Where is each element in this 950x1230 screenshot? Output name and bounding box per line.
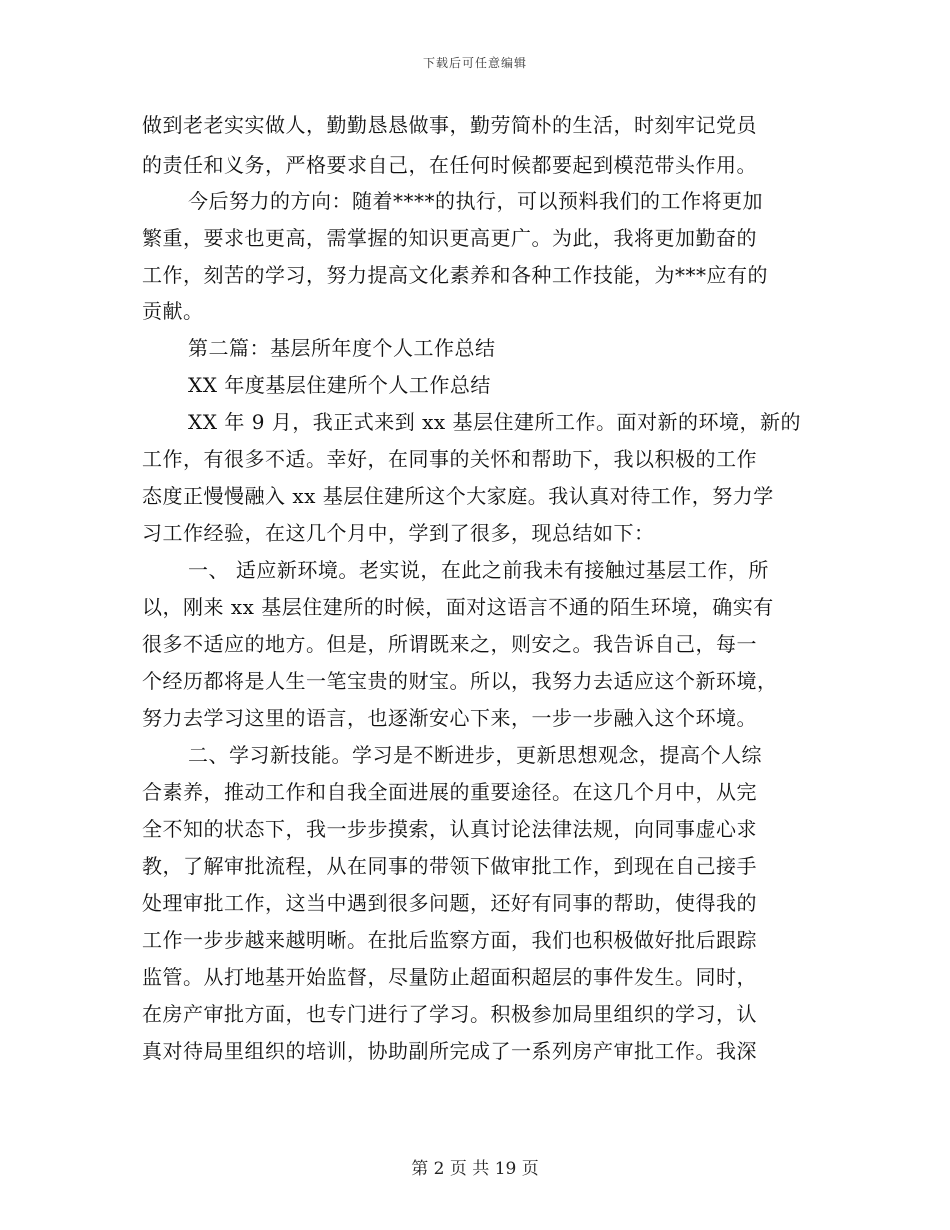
document-title: XX 年度基层住建所个人工作总结 xyxy=(188,373,491,397)
text-line: 以，刚来 xx 基层住建所的时候，面对这语言不通的陌生环境，确实有 xyxy=(142,595,774,619)
text-line: 一、 适应新环境。老实说，在此之前我未有接触过基层工作，所 xyxy=(188,558,769,582)
text-line: 工作，刻苦的学习，努力提高文化素养和各种工作技能，为***应有的 xyxy=(142,263,768,287)
text-line: 教，了解审批流程，从在同事的带领下做审批工作，到现在自己接手 xyxy=(142,854,757,878)
text-line: 繁重，要求也更高，需掌握的知识更高更广。为此，我将更加勤奋的 xyxy=(142,226,757,250)
text-line: 今后努力的方向：随着****的执行，可以预料我们的工作将更加 xyxy=(188,189,763,213)
text-line: 工作，有很多不适。幸好，在同事的关怀和帮助下，我以积极的工作 xyxy=(142,447,757,471)
text-line: XX 年 9 月，我正式来到 xx 基层住建所工作。面对新的环境，新的 xyxy=(188,410,802,434)
text-line: 态度正慢慢融入 xx 基层住建所这个大家庭。我认真对待工作，努力学 xyxy=(142,484,774,508)
text-line: 的责任和义务，严格要求自己，在任何时候都要起到模范带头作用。 xyxy=(142,153,757,177)
text-line: 全不知的状态下，我一步步摸索，认真讨论法律法规，向同事虚心求 xyxy=(142,817,757,841)
text-line: 处理审批工作，这当中遇到很多问题，还好有同事的帮助，使得我的 xyxy=(142,891,757,915)
text-line: 监管。从打地基开始监督，尽量防止超面积超层的事件发生。同时， xyxy=(142,965,757,989)
text-line: 工作一步步越来越明晰。在批后监察方面，我们也积极做好批后跟踪 xyxy=(142,928,757,952)
text-line: 努力去学习这里的语言，也逐渐安心下来，一步一步融入这个环境。 xyxy=(142,706,757,730)
text-line: 个经历都将是人生一笔宝贵的财宝。所以，我努力去适应这个新环境， xyxy=(142,669,778,693)
text-line: 在房产审批方面，也专门进行了学习。积极参加局里组织的学习，认 xyxy=(142,1002,757,1026)
text-line: 合素养，推动工作和自我全面进展的重要途径。在这几个月中，从完 xyxy=(142,780,757,804)
text-line: 很多不适应的地方。但是，所谓既来之，则安之。我告诉自己，每一 xyxy=(142,632,757,656)
section-heading: 第二篇：基层所年度个人工作总结 xyxy=(188,336,496,360)
text-line: 做到老老实实做人，勤勤恳恳做事，勤劳简朴的生活，时刻牢记党员 xyxy=(142,113,757,137)
text-line: 真对待局里组织的培训，协助副所完成了一系列房产审批工作。我深 xyxy=(142,1039,757,1063)
page-number: 第 2 页 共 19 页 xyxy=(411,1159,539,1179)
text-line: 习工作经验，在这几个月中，学到了很多，现总结如下： xyxy=(142,521,655,545)
text-line: 贡献。 xyxy=(142,299,204,323)
text-line: 二、学习新技能。学习是不断进步，更新思想观念，提高个人综 xyxy=(188,743,762,767)
page-header: 下载后可任意编辑 xyxy=(422,56,527,70)
